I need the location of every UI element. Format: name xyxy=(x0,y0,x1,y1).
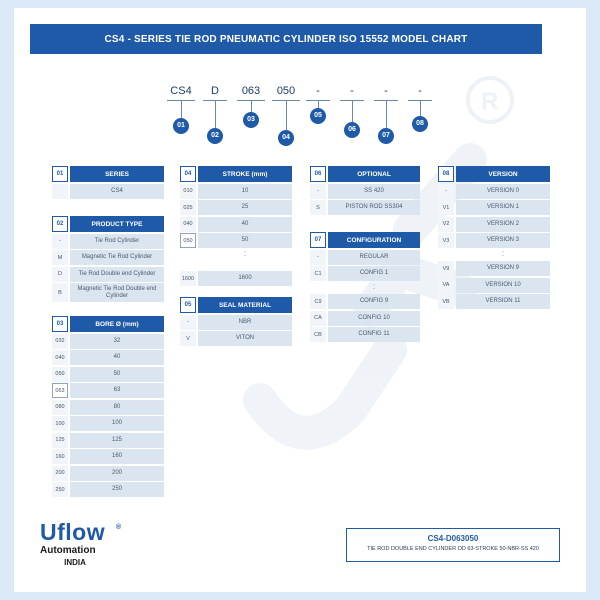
table-header xyxy=(180,297,292,313)
option-value: 1600 xyxy=(198,271,292,286)
option-value: 63 xyxy=(70,383,164,398)
option-value: CONFIG 9 xyxy=(328,294,420,309)
table-number: 06 xyxy=(310,166,326,182)
option-value: Tie Rod Cylinder xyxy=(70,234,164,249)
table-row xyxy=(52,383,164,398)
table-row xyxy=(52,367,164,382)
stroke-table xyxy=(180,166,292,286)
option-value: VERSION 10 xyxy=(456,278,550,293)
table-header xyxy=(180,166,292,182)
option-value: 160 xyxy=(70,449,164,464)
table-header xyxy=(438,166,550,182)
option-code: 040 xyxy=(180,217,196,232)
step-number-badge: 05 xyxy=(310,108,326,124)
option-value: CONFIG 1 xyxy=(328,266,420,281)
table-title: SEAL MATERIAL xyxy=(198,297,292,313)
table-header xyxy=(52,216,164,232)
step-number-badge: 08 xyxy=(412,116,428,132)
example-description: TIE ROD DOUBLE END CYLINDER OD 63-STROKE 50-NBR-SS 420 xyxy=(367,546,539,552)
step-number-badge: 04 xyxy=(278,130,294,146)
table-row xyxy=(180,250,292,260)
table-row xyxy=(52,400,164,415)
option-code: D xyxy=(52,267,68,282)
code-segment-text: - xyxy=(418,85,422,97)
code-segment-02 xyxy=(203,84,227,154)
option-value: 32 xyxy=(70,334,164,349)
table-row xyxy=(438,278,550,293)
table-row xyxy=(52,466,164,481)
table-row xyxy=(438,261,550,276)
code-segment-text: D xyxy=(211,85,219,97)
table-row xyxy=(180,315,292,330)
option-value: : xyxy=(501,249,505,259)
code-connector xyxy=(352,101,353,122)
table-row xyxy=(180,184,292,199)
logo-country: INDIA xyxy=(64,558,86,567)
option-code: 125 xyxy=(52,433,68,448)
table-row xyxy=(180,233,292,248)
option-value: 50 xyxy=(198,233,292,248)
step-number-badge: 03 xyxy=(243,112,259,128)
option-code: - xyxy=(438,184,454,199)
option-code: M xyxy=(52,250,68,265)
chart-title: CS4 - SERIES TIE ROD PNEUMATIC CYLINDER ISO 15552 MODEL CHART xyxy=(30,24,542,54)
option-code: - xyxy=(310,184,326,199)
table-row xyxy=(180,217,292,232)
table-row xyxy=(310,266,420,281)
step-number-badge: 06 xyxy=(344,122,360,138)
table-header xyxy=(310,166,420,182)
option-code: V9 xyxy=(438,261,454,276)
option-code: CB xyxy=(310,327,326,342)
product-type-table xyxy=(52,216,164,302)
code-segment-01 xyxy=(167,84,195,154)
table-row xyxy=(310,283,420,293)
table-row xyxy=(180,200,292,215)
code-connector xyxy=(420,101,421,116)
table-number: 04 xyxy=(180,166,196,182)
table-number: 07 xyxy=(310,232,326,248)
table-row xyxy=(438,250,550,260)
table-row xyxy=(52,416,164,431)
option-value: 250 xyxy=(70,482,164,497)
uflow-logo xyxy=(40,520,130,568)
option-value: VERSION 0 xyxy=(456,184,550,199)
option-value: NBR xyxy=(198,315,292,330)
code-segment-03 xyxy=(237,84,265,154)
option-value: VERSION 2 xyxy=(456,217,550,232)
table-title: CONFIGURATION xyxy=(328,232,420,248)
table-title: BORE Ø (mm) xyxy=(70,316,164,332)
table-title: PRODUCT TYPE xyxy=(70,216,164,232)
option-code: 1600 xyxy=(180,271,196,286)
option-code: 050 xyxy=(180,233,196,248)
table-row xyxy=(310,327,420,342)
table-number: 01 xyxy=(52,166,68,182)
table-header xyxy=(52,166,164,182)
code-connector xyxy=(215,101,216,128)
option-value: 50 xyxy=(70,367,164,382)
table-header xyxy=(310,232,420,248)
optional-table xyxy=(310,166,420,215)
option-code: 050 xyxy=(52,367,68,382)
step-number-badge: 01 xyxy=(173,118,189,134)
option-value: 40 xyxy=(198,217,292,232)
option-code xyxy=(438,250,454,260)
table-row xyxy=(52,482,164,497)
option-value: 80 xyxy=(70,400,164,415)
table-header xyxy=(52,316,164,332)
option-value: Magnetic Tie Rod Cylinder xyxy=(70,250,164,265)
option-value: 200 xyxy=(70,466,164,481)
option-code xyxy=(310,283,326,293)
logo-brand: Uflow xyxy=(40,519,106,545)
table-row xyxy=(52,334,164,349)
option-value: : xyxy=(372,282,376,292)
option-value: 40 xyxy=(70,350,164,365)
table-number: 02 xyxy=(52,216,68,232)
code-connector xyxy=(386,101,387,128)
code-connector xyxy=(251,101,252,112)
code-segment-text: 063 xyxy=(241,85,261,97)
option-code: 250 xyxy=(52,482,68,497)
table-title: STROKE (mm) xyxy=(198,166,292,182)
option-code: - xyxy=(310,250,326,265)
code-segment-05 xyxy=(306,84,330,154)
option-code: 032 xyxy=(52,334,68,349)
table-row xyxy=(310,184,420,199)
table-number: 08 xyxy=(438,166,454,182)
svg-text:R: R xyxy=(481,88,499,115)
bore-table xyxy=(52,316,164,497)
table-row xyxy=(438,200,550,215)
option-code: 025 xyxy=(180,200,196,215)
version-table xyxy=(438,166,550,309)
table-row xyxy=(438,184,550,199)
option-value: Tie Rod Double end Cylinder xyxy=(70,267,164,282)
table-row xyxy=(52,250,164,265)
option-value: Magnetic Tie Rod Double end Cylinder xyxy=(70,283,164,302)
table-row xyxy=(438,217,550,232)
table-row xyxy=(52,350,164,365)
code-segment-07 xyxy=(374,84,398,154)
table-row xyxy=(438,294,550,309)
example-code: CS4-D063050 xyxy=(427,534,479,543)
table-row xyxy=(52,234,164,249)
series-table xyxy=(52,166,164,199)
option-value: 10 xyxy=(198,184,292,199)
option-value: 125 xyxy=(70,433,164,448)
option-value: CONFIG 11 xyxy=(328,327,420,342)
code-connector xyxy=(318,101,319,108)
logo-subtitle: Automation xyxy=(40,545,96,556)
option-code xyxy=(52,184,68,199)
table-row xyxy=(310,294,420,309)
code-connector xyxy=(286,101,287,130)
code-segment-text: - xyxy=(384,85,388,97)
table-title: VERSION xyxy=(456,166,550,182)
option-value: VITON xyxy=(198,331,292,346)
option-code: - xyxy=(180,315,196,330)
option-value: 100 xyxy=(70,416,164,431)
table-row xyxy=(52,449,164,464)
option-code: VB xyxy=(438,294,454,309)
option-code: 080 xyxy=(52,400,68,415)
option-code: 200 xyxy=(52,466,68,481)
option-value: VERSION 3 xyxy=(456,233,550,248)
option-code: CA xyxy=(310,311,326,326)
table-row xyxy=(310,250,420,265)
table-row xyxy=(310,311,420,326)
code-connector xyxy=(181,101,182,118)
registered-mark: ® xyxy=(116,524,122,531)
code-segment-text: 050 xyxy=(276,85,296,97)
option-code: V2 xyxy=(438,217,454,232)
option-code xyxy=(180,250,196,260)
code-segment-text: - xyxy=(350,85,354,97)
option-value: CS4 xyxy=(70,184,164,199)
option-value: REGULAR xyxy=(328,250,420,265)
option-code: VA xyxy=(438,278,454,293)
code-segment-text: - xyxy=(316,85,320,97)
option-code: V1 xyxy=(438,200,454,215)
option-value: SS 420 xyxy=(328,184,420,199)
code-segment-text: CS4 xyxy=(170,85,192,97)
table-row xyxy=(52,283,164,302)
table-title: OPTIONAL xyxy=(328,166,420,182)
option-code: 010 xyxy=(180,184,196,199)
option-code: 040 xyxy=(52,350,68,365)
option-code: C1 xyxy=(310,266,326,281)
table-row xyxy=(180,271,292,286)
code-segment-06 xyxy=(340,84,364,154)
option-value: CONFIG 10 xyxy=(328,311,420,326)
step-number-badge: 07 xyxy=(378,128,394,144)
table-row xyxy=(310,200,420,215)
seal-table xyxy=(180,297,292,346)
code-segment-08 xyxy=(408,84,432,154)
option-code: V3 xyxy=(438,233,454,248)
option-code: B xyxy=(52,283,68,302)
option-code: - xyxy=(52,234,68,249)
table-number: 05 xyxy=(180,297,196,313)
option-code: 100 xyxy=(52,416,68,431)
option-value: VERSION 11 xyxy=(456,294,550,309)
option-value: PISTON ROD SS304 xyxy=(328,200,420,215)
code-segment-04 xyxy=(272,84,300,154)
table-row xyxy=(52,267,164,282)
step-number-badge: 02 xyxy=(207,128,223,144)
row-gap xyxy=(180,260,292,270)
table-row xyxy=(438,233,550,248)
table-title: SERIES xyxy=(70,166,164,182)
example-code-box xyxy=(346,528,560,562)
option-value: : xyxy=(243,249,247,259)
option-code: S xyxy=(310,200,326,215)
option-code: 063 xyxy=(52,383,68,398)
option-value: 25 xyxy=(198,200,292,215)
option-code: 160 xyxy=(52,449,68,464)
option-value: VERSION 9 xyxy=(456,261,550,276)
configuration-table xyxy=(310,232,420,342)
option-code: V xyxy=(180,331,196,346)
option-value: VERSION 1 xyxy=(456,200,550,215)
table-number: 03 xyxy=(52,316,68,332)
option-code: C9 xyxy=(310,294,326,309)
table-row xyxy=(52,433,164,448)
table-row xyxy=(180,331,292,346)
table-row xyxy=(52,184,164,199)
